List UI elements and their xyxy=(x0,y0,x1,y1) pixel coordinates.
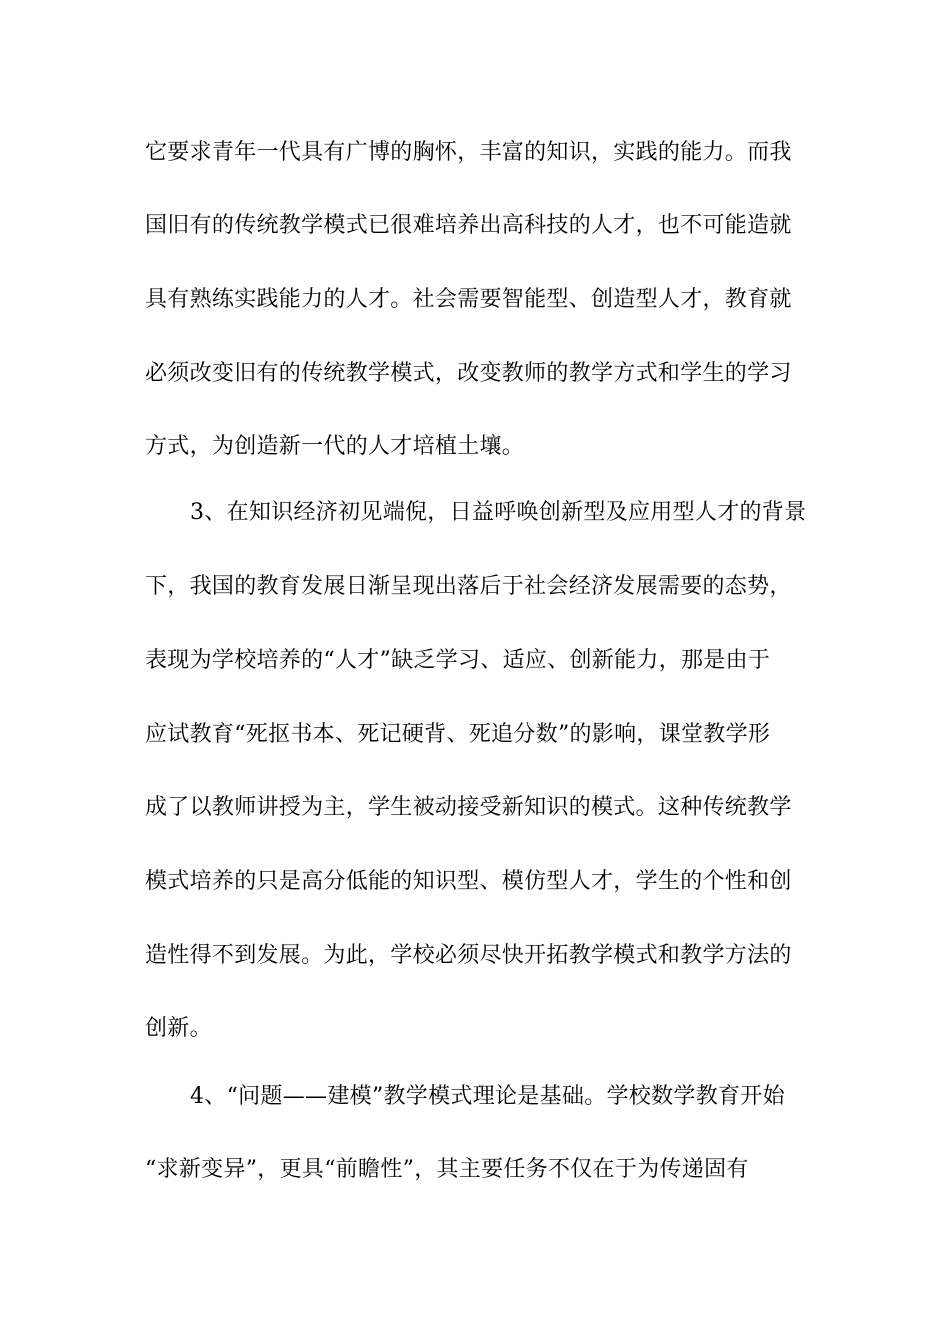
text-line: 应试教育“死抠书本、死记硬背、死追分数”的影响，课堂教学形 xyxy=(145,722,771,747)
text-line: 成了以教师讲授为主，学生被动接受新知识的模式。这种传统教学 xyxy=(145,795,792,820)
paragraph-3-start: 3、在知识经济初见端倪，日益呼唤创新型及应用型人才的背景 xyxy=(190,500,807,525)
text-line: 创新。 xyxy=(145,1016,212,1041)
paragraph-4-start: 4、“问题——建模”教学模式理论是基础。学校数学教育开始 xyxy=(190,1084,785,1109)
text-line: 它要求青年一代具有广博的胸怀，丰富的知识，实践的能力。而我 xyxy=(145,140,792,165)
text-line: 具有熟练实践能力的人才。社会需要智能型、创造型人才，教育就 xyxy=(145,287,792,312)
text-line: 国旧有的传统教学模式已很难培养出高科技的人才，也不可能造就 xyxy=(145,213,792,238)
text-line: 必须改变旧有的传统教学模式，改变教师的教学方式和学生的学习 xyxy=(145,361,792,386)
text-line: 造性得不到发展。为此，学校必须尽快开拓教学模式和教学方法的 xyxy=(145,943,792,968)
text-line: “求新变异”，更具“前瞻性”，其主要任务不仅在于为传递固有 xyxy=(145,1157,749,1182)
text-line: 下，我国的教育发展日渐呈现出落后于社会经济发展需要的态势， xyxy=(145,574,792,599)
text-line: 模式培养的只是高分低能的知识型、模仿型人才，学生的个性和创 xyxy=(145,869,792,894)
text-line: 方式，为创造新一代的人才培植土壤。 xyxy=(145,434,525,459)
text-line: 表现为学校培养的“人才”缺乏学习、适应、创新能力，那是由于 xyxy=(145,648,771,673)
